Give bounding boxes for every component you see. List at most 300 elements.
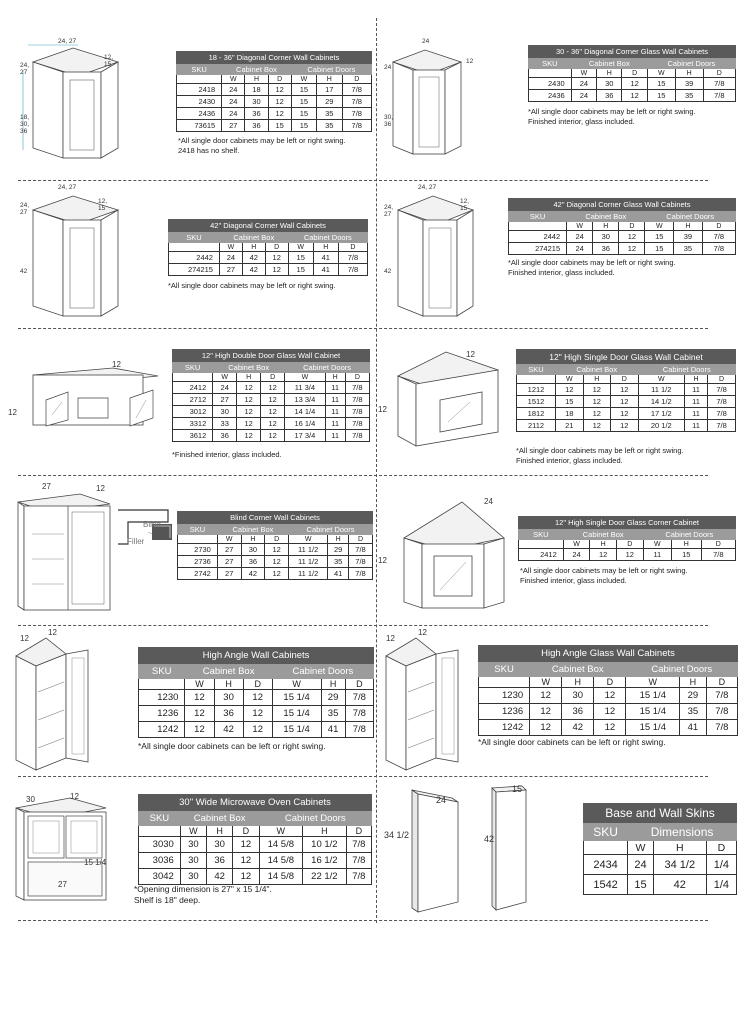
table-cell: 3612: [173, 430, 213, 442]
table-cell: 35: [675, 90, 703, 102]
row-divider: [18, 328, 708, 329]
table-cell: [173, 373, 213, 382]
table-cell: 12: [233, 853, 259, 869]
table-header-row: [177, 64, 372, 75]
table-cell: [139, 679, 185, 690]
table-cell: 7/8: [706, 704, 737, 720]
table-cell: 42: [653, 875, 706, 895]
table-cell: 15: [645, 243, 674, 255]
table-cell: H: [207, 826, 233, 837]
table-header-row: [517, 364, 736, 375]
table-cell: 12: [265, 264, 288, 276]
table-cell: 12: [556, 384, 583, 396]
table-cell: 36: [245, 108, 268, 120]
table-cell: 29: [328, 544, 349, 556]
table-cell: 17 1/2: [638, 408, 685, 420]
table-cell: 7/8: [342, 84, 372, 96]
table-header-row: [529, 58, 736, 69]
microwave-oven-cabinet-illustration: [10, 790, 120, 910]
table-note: *Finished interior, glass included.: [172, 450, 282, 459]
table-cell: [509, 222, 567, 231]
table-cell: 7/8: [706, 720, 737, 736]
table-cell: 10 1/2: [303, 837, 347, 853]
table-cell: 1230: [479, 688, 530, 704]
spec-table: [518, 516, 736, 561]
table-cell: 7/8: [342, 120, 372, 132]
table-cell: 73615: [177, 120, 222, 132]
table-cell: 35: [680, 704, 707, 720]
dimension-label: 15: [512, 784, 523, 794]
table-cell: 7/8: [346, 837, 371, 853]
table-cell: 27: [219, 264, 242, 276]
table-cell: Cabinet Doors: [289, 524, 373, 535]
table-cell: D: [701, 540, 735, 549]
table-cell: Cabinet Box: [185, 664, 272, 679]
table-cell: H: [593, 222, 619, 231]
table-cell: 12: [243, 706, 272, 722]
spec-table: [516, 349, 736, 432]
table-cell: 35: [317, 108, 342, 120]
table-cell: D: [610, 375, 638, 384]
table-cell: H: [214, 679, 243, 690]
table-cell: 2412: [519, 549, 564, 561]
table-title: 42" Diagonal Corner Glass Wall Cabinets: [509, 199, 736, 211]
table-cell: 11: [685, 396, 708, 408]
high-angle-wall-cabinet-illustration: [10, 630, 100, 775]
table-cell: 35: [328, 556, 349, 568]
table-cell: 14 5/8: [259, 869, 303, 885]
table-cell: 12: [619, 243, 645, 255]
table-cell: D: [261, 373, 285, 382]
table-cell: W: [643, 540, 671, 549]
table-row: [173, 382, 370, 394]
table-cell: 7/8: [345, 722, 373, 738]
table-note: *All single door cabinets can be left or right swing.: [478, 737, 666, 747]
table-cell: 15: [288, 264, 313, 276]
table-row: [173, 406, 370, 418]
table-cell: D: [265, 243, 288, 252]
table-cell: 1212: [517, 384, 556, 396]
table-title: 18 - 36" Diagonal Corner Wall Cabinets: [177, 52, 372, 64]
row-divider: [18, 776, 708, 777]
table-cell: 30: [245, 96, 268, 108]
table-cell: [479, 677, 530, 688]
dimension-label: 12: [112, 360, 121, 369]
table-cell: 12: [530, 704, 562, 720]
table-cell: D: [268, 75, 291, 84]
table-cell: 7/8: [703, 78, 735, 90]
table-cell: 11 1/2: [638, 384, 685, 396]
table-cell: D: [349, 535, 373, 544]
table-cell: H: [245, 75, 268, 84]
table-cell: 15: [556, 396, 583, 408]
table-cell: 36: [214, 706, 243, 722]
table-cell: 13 3/4: [285, 394, 326, 406]
table-cell: 2730: [178, 544, 218, 556]
table-cell: W: [563, 540, 590, 549]
table-cell: W: [213, 373, 237, 382]
table-cell: SKU: [169, 232, 220, 243]
table-cell: 42: [207, 869, 233, 885]
table-row: [173, 430, 370, 442]
table-cell: H: [325, 373, 345, 382]
table-cell: 41: [680, 720, 707, 736]
table-cell: 12: [261, 394, 285, 406]
table-row: [139, 690, 374, 706]
table-cell: 1/4: [706, 875, 736, 895]
spec-table: [583, 803, 737, 895]
table-cell: 3036: [139, 853, 181, 869]
table-cell: 7/8: [345, 418, 369, 430]
table-row: [177, 120, 372, 132]
table-cell: SKU: [509, 211, 567, 222]
blind-label: Blind: [143, 520, 161, 529]
table-cell: 12: [243, 690, 272, 706]
table-cell: H: [562, 677, 594, 688]
table-cell: 12: [237, 394, 261, 406]
table-cell: H: [303, 826, 347, 837]
table-row: [139, 837, 372, 853]
group-header: Cabinet Box: [222, 64, 291, 75]
table-cell: W: [571, 69, 596, 78]
table-header-row: [139, 648, 374, 664]
table-cell: 7/8: [345, 430, 369, 442]
table-cell: D: [345, 679, 373, 690]
table-cell: 1236: [479, 704, 530, 720]
table-header-row: [139, 679, 374, 690]
table-cell: D: [233, 826, 259, 837]
table-note: *All single door cabinets may be left or right swing. Finished interior, glass included.: [528, 107, 696, 126]
table-cell: Cabinet Doors: [272, 664, 373, 679]
table-header-row: [519, 529, 736, 540]
dimension-label: 24: [484, 497, 493, 506]
table-cell: 29: [680, 688, 707, 704]
table-header-row: [529, 69, 736, 78]
table-cell: 35: [317, 120, 342, 132]
dimension-label: 12, 15: [460, 198, 470, 212]
table-cell: Cabinet Doors: [647, 58, 735, 69]
table-cell: 29: [321, 690, 345, 706]
dimension-label: 12: [418, 628, 427, 637]
table-cell: 33: [213, 418, 237, 430]
table-cell: 7/8: [708, 408, 736, 420]
table-cell: 12: [237, 382, 261, 394]
table-cell: 2430: [177, 96, 222, 108]
dimension-label: 12: [96, 484, 105, 493]
table-cell: 30: [180, 869, 206, 885]
table-cell: 30: [180, 853, 206, 869]
table-cell: 12: [594, 704, 626, 720]
table-cell: 42: [562, 720, 594, 736]
table-header-row: [139, 826, 372, 837]
dimension-label: 27: [58, 880, 67, 889]
table-cell: 15: [672, 549, 702, 561]
table-cell: 12: [268, 108, 291, 120]
table-cell: 42: [214, 722, 243, 738]
table-cell: 30: [241, 544, 265, 556]
table-cell: 12: [265, 544, 289, 556]
table-cell: 1512: [517, 396, 556, 408]
table-row: [139, 706, 374, 722]
dimension-label: 24, 27: [418, 184, 437, 191]
table-cell: 2436: [177, 108, 222, 120]
table-cell: 24: [222, 108, 245, 120]
table-cell: 42: [242, 264, 265, 276]
table-cell: 12: [261, 430, 285, 442]
table-cell: 15: [628, 875, 654, 895]
table-cell: Cabinet Box: [556, 364, 639, 375]
table-cell: W: [291, 75, 316, 84]
table-cell: 39: [674, 231, 703, 243]
table-row: [517, 420, 736, 432]
table-cell: 3312: [173, 418, 213, 430]
table-cell: 12: [185, 690, 214, 706]
table-cell: H: [328, 535, 349, 544]
table-cell: D: [265, 535, 289, 544]
table-cell: 30: [180, 837, 206, 853]
row-divider: [18, 475, 708, 476]
dimension-label: 30: [26, 795, 35, 804]
table-cell: 2712: [173, 394, 213, 406]
table-header-row: [178, 524, 373, 535]
table-cell: [529, 69, 572, 78]
table-note: *All single door cabinets may be left or right swing. 2418 has no shelf.: [178, 136, 346, 155]
table-cell: 12: [268, 96, 291, 108]
table-cell: 2442: [509, 231, 567, 243]
table-cell: Cabinet Box: [567, 211, 645, 222]
table-cell: 1542: [584, 875, 628, 895]
table-cell: 1236: [139, 706, 185, 722]
table-cell: D: [708, 375, 736, 384]
table-cell: 36: [562, 704, 594, 720]
table-header-row: [519, 540, 736, 549]
table-cell: H: [685, 375, 708, 384]
row-divider: [18, 625, 708, 626]
table-cell: 15 1/4: [272, 690, 321, 706]
table-cell: 3012: [173, 406, 213, 418]
table-cell: 18: [245, 84, 268, 96]
table-cell: 7/8: [345, 406, 369, 418]
table-header-row: [169, 220, 368, 232]
table-cell: D: [706, 677, 737, 688]
table-cell: W: [556, 375, 583, 384]
table-cell: 36: [593, 243, 619, 255]
table-title: 42" Diagonal Corner Wall Cabinets: [169, 220, 368, 232]
table-cell: 12: [583, 384, 610, 396]
dimension-label: 24, 27: [20, 62, 30, 76]
spec-table: [177, 511, 373, 580]
dimension-label: 42: [484, 834, 495, 844]
table-header-row: [509, 199, 736, 211]
table-cell: H: [313, 243, 338, 252]
table-cell: 15: [647, 90, 675, 102]
table-cell: 42: [241, 568, 265, 580]
table-cell: 12: [622, 78, 647, 90]
table-cell: 12: [233, 869, 259, 885]
table-row: [479, 688, 738, 704]
table-cell: SKU: [519, 529, 564, 540]
table-cell: 41: [313, 252, 338, 264]
table-header-row: [509, 211, 736, 222]
table-cell: 15 1/4: [626, 720, 680, 736]
table-cell: 12: [530, 720, 562, 736]
table-cell: 11: [685, 420, 708, 432]
table-cell: 16 1/2: [303, 853, 347, 869]
blind-corner-wall-cabinet-illustration: [10, 484, 180, 614]
table-cell: 7/8: [342, 96, 372, 108]
table-cell: W: [185, 679, 214, 690]
spec-table: [176, 51, 372, 132]
table-cell: 12: [185, 706, 214, 722]
table-cell: 12: [265, 252, 288, 264]
table-cell: Cabinet Box: [219, 232, 288, 243]
table-header-row: [169, 232, 368, 243]
table-cell: 11: [325, 394, 345, 406]
spec-table: [138, 794, 372, 885]
table-cell: 15: [647, 78, 675, 90]
table-cell: 24: [222, 96, 245, 108]
table-cell: 22 1/2: [303, 869, 347, 885]
table-cell: 15: [291, 96, 316, 108]
table-cell: 17: [317, 84, 342, 96]
table-cell: H: [317, 75, 342, 84]
table-cell: 1242: [139, 722, 185, 738]
table-cell: H: [583, 375, 610, 384]
table-cell: Cabinet Doors: [643, 529, 735, 540]
table-cell: 7/8: [702, 243, 735, 255]
table-cell: 12: [622, 90, 647, 102]
table-cell: Cabinet Doors: [259, 811, 372, 826]
table-cell: Cabinet Doors: [645, 211, 736, 222]
table-cell: W: [530, 677, 562, 688]
table-cell: 14 5/8: [259, 853, 303, 869]
table-cell: 12: [610, 384, 638, 396]
table-cell: 12: [237, 430, 261, 442]
table-title: 30 - 36" Diagonal Corner Glass Wall Cabinets: [529, 46, 736, 58]
table-cell: D: [338, 243, 367, 252]
table-cell: 34 1/2: [653, 855, 706, 875]
table-cell: 15 1/4: [272, 706, 321, 722]
table-cell: H: [590, 540, 617, 549]
table-cell: 36: [241, 556, 265, 568]
table-cell: 2412: [173, 382, 213, 394]
table-cell: D: [702, 222, 735, 231]
table-note: *All single door cabinets may be left or right swing. Finished interior, glass included.: [508, 258, 676, 277]
table-cell: 14 1/4: [285, 406, 326, 418]
table-cell: 12: [583, 420, 610, 432]
table-title: 12" High Double Door Glass Wall Cabinet: [173, 350, 370, 362]
table-cell: W: [219, 243, 242, 252]
table-cell: Cabinet Doors: [288, 232, 367, 243]
dimension-label: 12, 15: [98, 198, 108, 212]
table-cell: 12: [530, 688, 562, 704]
dimension-label: 12: [466, 350, 475, 359]
table-cell: 18: [556, 408, 583, 420]
table-header-row: [177, 75, 372, 84]
diagonal-corner-glass-cabinet-illustration: [383, 188, 493, 318]
table-header-row: [517, 375, 736, 384]
table-cell: 11: [325, 382, 345, 394]
skin-panels-illustration: [404, 784, 534, 914]
table-cell: 12: [617, 549, 644, 561]
table-cell: W: [217, 535, 241, 544]
table-row: [173, 394, 370, 406]
table-cell: 11 1/2: [289, 544, 328, 556]
table-row: [517, 396, 736, 408]
dimension-label: 18, 30, 36: [20, 114, 30, 135]
table-cell: 30: [597, 78, 622, 90]
table-cell: W: [288, 243, 313, 252]
table-cell: 15: [268, 120, 291, 132]
dimension-label: 12: [466, 58, 474, 65]
diagonal-corner-wall-cabinet-illustration: [18, 188, 128, 318]
table-row: [139, 853, 372, 869]
table-cell: 35: [674, 243, 703, 255]
table-cell: SKU: [529, 58, 572, 69]
table-cell: Cabinet Box: [180, 811, 259, 826]
table-cell: 42: [242, 252, 265, 264]
table-cell: 7/8: [342, 108, 372, 120]
table-cell: W: [626, 677, 680, 688]
table-cell: Cabinet Box: [571, 58, 647, 69]
table-row: [479, 720, 738, 736]
table-cell: 24: [219, 252, 242, 264]
table-cell: 27: [217, 556, 241, 568]
table-row: [177, 108, 372, 120]
table-header-row: [169, 243, 368, 252]
table-cell: 3030: [139, 837, 181, 853]
table-header-row: [584, 823, 737, 841]
table-row: [529, 78, 736, 90]
table-row: [139, 869, 372, 885]
table-cell: H: [237, 373, 261, 382]
table-header-row: [173, 362, 370, 373]
dimension-label: 30, 36: [384, 114, 394, 128]
table-note: *All single door cabinets may be left or right swing. Finished interior, glass included.: [520, 566, 688, 585]
dimension-label: 42: [20, 268, 28, 275]
table-cell: W: [222, 75, 245, 84]
table-cell: 24: [567, 231, 593, 243]
single-door-glass-wall-cabinet-illustration: [386, 348, 506, 458]
table-cell: 2436: [529, 90, 572, 102]
table-cell: W: [285, 373, 326, 382]
spec-table: [478, 645, 738, 736]
table-cell: H: [242, 243, 265, 252]
table-cell: 7/8: [346, 853, 371, 869]
table-cell: 36: [597, 90, 622, 102]
table-cell: 12: [265, 568, 289, 580]
table-cell: 29: [317, 96, 342, 108]
table-cell: 15: [288, 252, 313, 264]
table-cell: 41: [328, 568, 349, 580]
table-cell: 17 3/4: [285, 430, 326, 442]
table-cell: W: [289, 535, 328, 544]
table-row: [139, 722, 374, 738]
table-cell: 12: [265, 556, 289, 568]
table-note: *Opening dimension is 27" x 15 1/4". Shelf is 18" deep.: [134, 884, 272, 905]
table-cell: Cabinet Doors: [638, 364, 735, 375]
dimension-label: 27: [42, 482, 51, 491]
table-cell: 39: [675, 78, 703, 90]
table-header-row: [509, 222, 736, 231]
table-cell: 1/4: [706, 855, 736, 875]
table-cell: 24: [563, 549, 590, 561]
dimension-label: 24: [422, 38, 430, 45]
table-cell: 7/8: [349, 568, 373, 580]
table-header-row: [584, 804, 737, 823]
table-cell: 24: [571, 78, 596, 90]
table-cell: 24: [213, 382, 237, 394]
